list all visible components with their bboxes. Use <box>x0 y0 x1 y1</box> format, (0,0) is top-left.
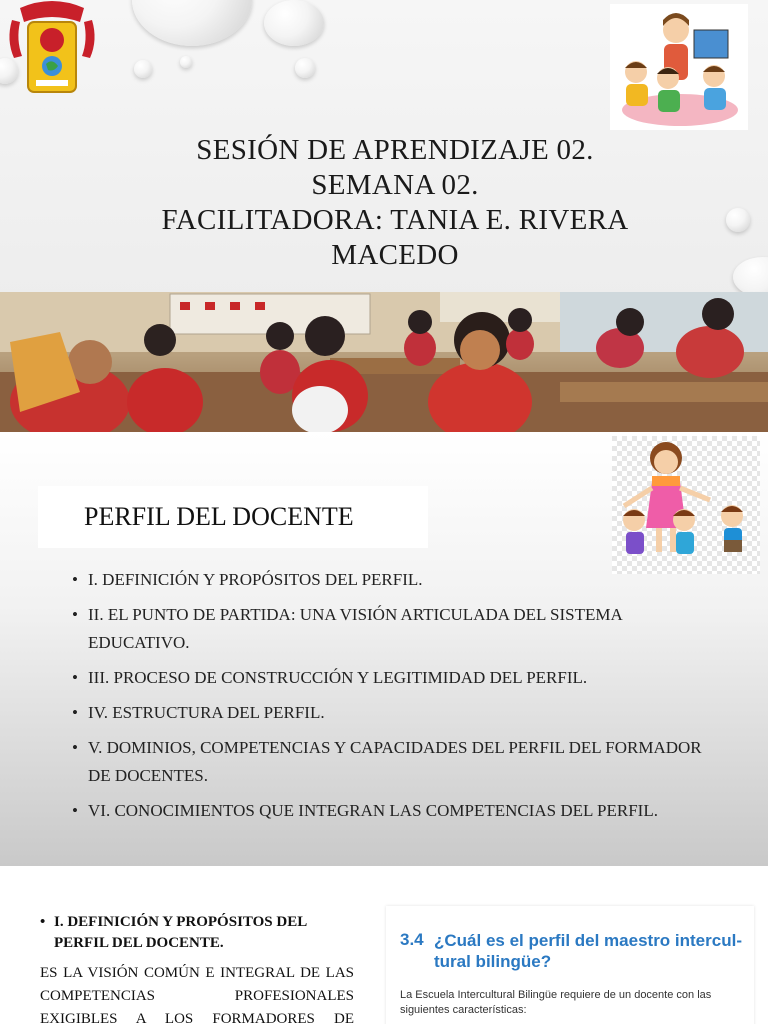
definicion-heading-text: I. DEFINICIÓN Y PROPÓSITOS DEL PERFIL DEL DOCENTE. <box>54 914 307 951</box>
water-drop-decoration <box>295 58 315 78</box>
list-item: • I. DEFINICIÓN Y PROPÓSITOS DEL PERFIL. <box>72 566 712 594</box>
title-line: SEMANA 02. <box>311 169 479 201</box>
water-drop-decoration <box>132 0 252 46</box>
slide-title-text <box>100 133 690 273</box>
water-drop-decoration <box>726 208 750 232</box>
card-question: ¿Cuál es el perfil del maestro intercul- tural bilingüe? <box>434 931 742 971</box>
card-number: 3.4 <box>400 930 424 949</box>
title-line: FACILITADORA: TANIA E. RIVERA <box>161 204 629 236</box>
classroom-photo-art <box>0 292 768 432</box>
school-crest-logo <box>6 0 98 98</box>
children-reading-illustration <box>610 4 748 130</box>
slide-perfil-docente <box>0 432 768 866</box>
classroom-photo <box>0 292 768 432</box>
perfil-topics-list <box>72 566 712 832</box>
bullet-marker: • <box>40 914 46 930</box>
definicion-heading <box>40 912 340 954</box>
teacher-children-illustration <box>612 436 760 574</box>
water-drop-decoration <box>180 56 192 68</box>
title-line: MACEDO <box>331 239 459 271</box>
list-item: • V. DOMINIOS, COMPETENCIAS Y CAPACIDADES DEL PERFIL DEL FORMADOR DE DOCENTES. <box>72 734 712 790</box>
water-drop-decoration <box>264 0 324 46</box>
maestro-intercultural-card <box>386 906 754 1024</box>
perfil-heading-box <box>38 486 428 548</box>
list-item: • III. PROCESO DE CONSTRUCCIÓN Y LEGITIMIDAD DEL PERFIL. <box>72 664 712 692</box>
water-drop-decoration <box>733 257 768 297</box>
list-item: • VI. CONOCIMIENTOS QUE INTEGRAN LAS COMPETENCIAS DEL PERFIL. <box>72 797 712 825</box>
perfil-heading: PERFIL DEL DOCENTE <box>84 502 354 531</box>
card-body: La Escuela Intercultural Bilingüe requiere de un docente con las siguientes características: <box>400 989 712 1016</box>
title-line: SESIÓN DE APRENDIZAJE 02. <box>196 134 594 166</box>
slide-definicion <box>0 866 768 1024</box>
water-drop-decoration <box>134 60 152 78</box>
list-item: • IV. ESTRUCTURA DEL PERFIL. <box>72 699 712 727</box>
list-item: • II. EL PUNTO DE PARTIDA: UNA VISIÓN ARTICULADA DEL SISTEMA EDUCATIVO. <box>72 601 712 657</box>
slide-title <box>0 0 768 432</box>
definicion-body: ES LA VISIÓN COMÚN E INTEGRAL DE LAS COMPETENCIAS PROFESIONALES EXIGIBLES A LOS FORMADORES DE <box>40 965 354 1024</box>
